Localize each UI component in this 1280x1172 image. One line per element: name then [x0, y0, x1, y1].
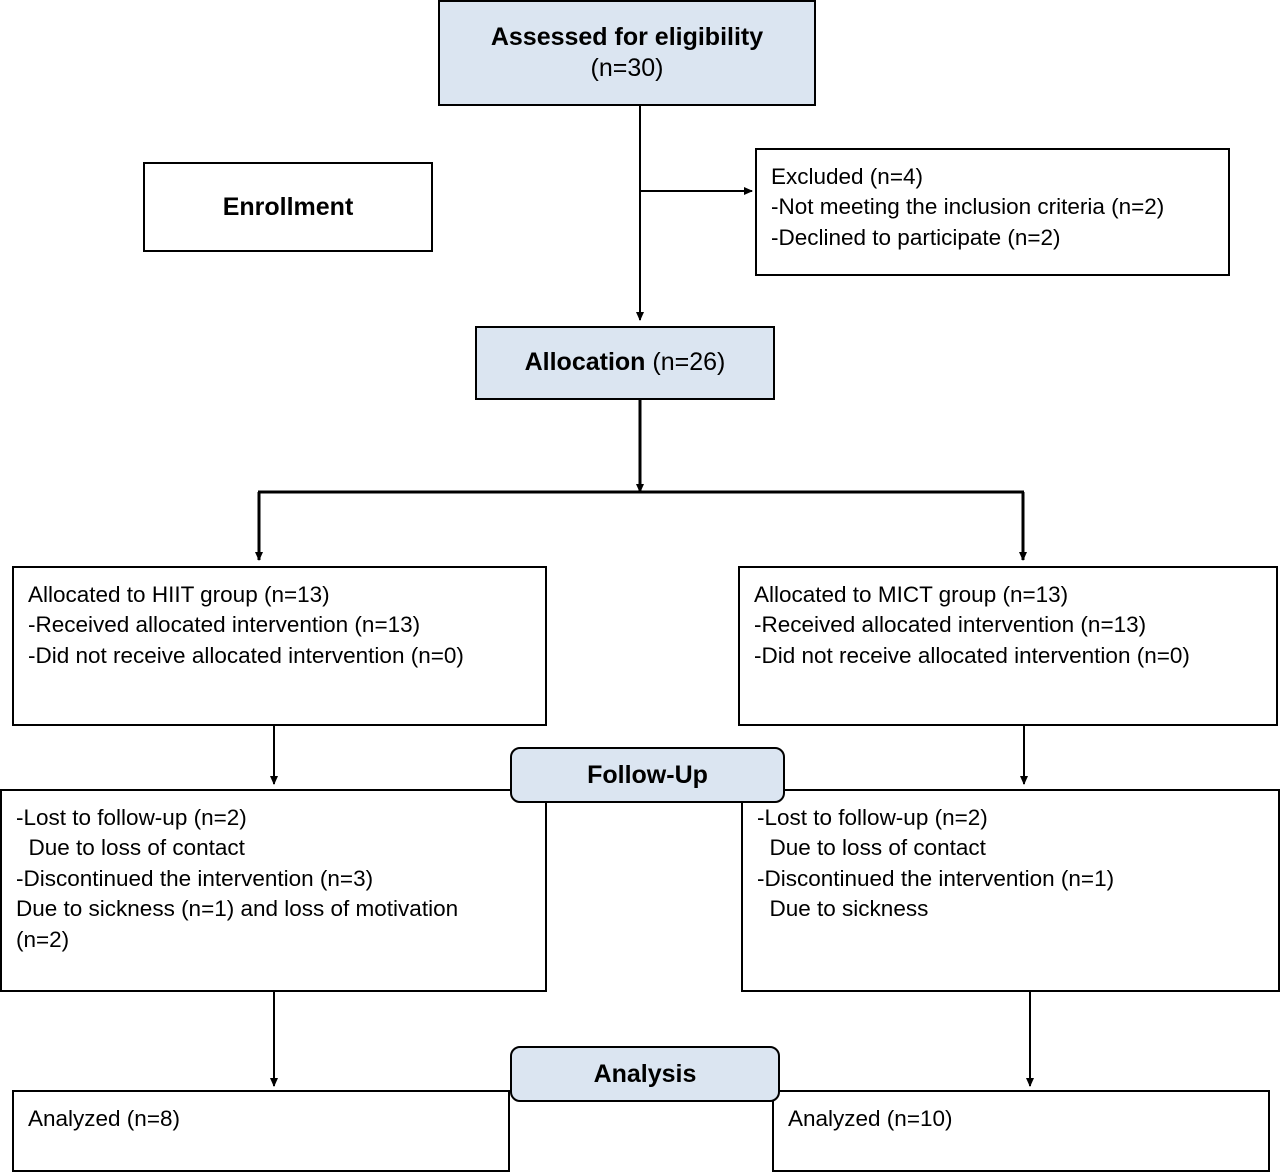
box-hiit-followup — [0, 789, 547, 992]
mict-analyzed-line-1: Analyzed (n=10) — [788, 1106, 953, 1131]
allocation-title: Allocation — [524, 348, 646, 377]
box-excluded — [755, 148, 1230, 276]
box-hiit-allocated — [12, 566, 547, 726]
mict-allocated-line-2: -Received allocated intervention (n=13) — [754, 612, 1147, 638]
hiit-analyzed-line-1: Analyzed (n=8) — [28, 1106, 180, 1131]
allocation-count: (n=26) — [652, 348, 726, 377]
box-hiit-analyzed — [12, 1090, 510, 1172]
box-assessed-for-eligibility — [438, 0, 816, 106]
mict-allocated-line-1: Allocated to MICT group (n=13) — [754, 582, 1069, 607]
hiit-followup-line-3: -Discontinued the intervention (n=3) — [16, 865, 374, 891]
mict-followup-line-3: -Discontinued the intervention (n=1) — [757, 865, 1115, 891]
hiit-allocated-line-3: -Did not receive allocated intervention (n=0) — [28, 642, 464, 668]
hiit-allocated-line-2: -Received allocated intervention (n=13) — [28, 612, 421, 638]
hiit-followup-line-5: (n=2) — [16, 926, 70, 952]
excluded-line-3: -Declined to participate (n=2) — [771, 224, 1061, 250]
analysis-label: Analysis — [593, 1059, 697, 1088]
mict-followup-line-1: -Lost to follow-up (n=2) — [757, 805, 988, 830]
box-mict-allocated — [738, 566, 1278, 726]
box-followup-label — [510, 747, 785, 803]
eligibility-count: (n=30) — [590, 54, 664, 82]
box-analysis-label — [510, 1046, 780, 1102]
hiit-followup-line-1: -Lost to follow-up (n=2) — [16, 805, 247, 830]
box-mict-analyzed — [772, 1090, 1270, 1172]
box-mict-followup — [741, 789, 1280, 992]
excluded-line-1: Excluded (n=4) — [771, 164, 923, 189]
box-enrollment-label — [143, 162, 433, 252]
enrollment-label: Enrollment — [222, 192, 354, 221]
eligibility-title: Assessed for eligibility — [490, 22, 764, 51]
box-allocation — [475, 326, 775, 400]
mict-allocated-line-3: -Did not receive allocated intervention (n=0) — [754, 642, 1190, 668]
mict-followup-line-2: Due to loss of contact — [757, 835, 986, 861]
excluded-line-2: -Not meeting the inclusion criteria (n=2) — [771, 194, 1165, 220]
followup-label: Follow-Up — [587, 760, 708, 789]
mict-followup-line-4: Due to sickness — [757, 896, 929, 922]
hiit-followup-line-4: Due to sickness (n=1) and loss of motivation — [16, 896, 459, 922]
hiit-allocated-line-1: Allocated to HIIT group (n=13) — [28, 582, 330, 607]
hiit-followup-line-2: Due to loss of contact — [16, 835, 245, 861]
